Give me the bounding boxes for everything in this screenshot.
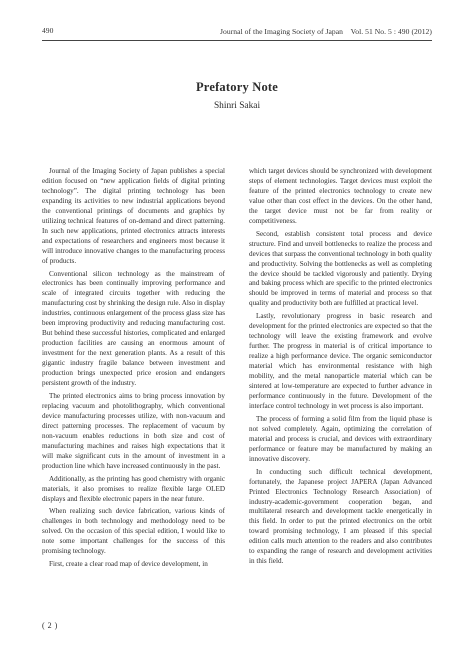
left-column [42,167,225,573]
paragraph: Journal of the Imaging Society of Japan publishes a special edition focused on “new application fields of digital printing technology”. The digital printing technology has been expanding its activities to new industrial applications beyond the conventional printings of documents and graphics by utilizing technical features of on-demand and direct patterning. In such new applications, printed electronics attracts interests and expectations of researchers and engineers most because it will introduce innovative changes to the manufacturing process of products. [42,167,225,265]
paragraph: In conducting such difficult technical development, fortunately, the Japanese project JAPERA (Japan Advanced Printed Electronics Technology Research Association) of industry-academic-government cooperation began, and multilateral research and development tackle energetically in this field. In order to put the printed electronics on the orbit toward promising technology, I am pleased if this special edition calls much attention to the readers and also contributes to expanding the range of research and development activities in this field. [249,467,432,566]
paragraph: Conventional silicon technology as the mainstream of electronics has been continually improving performance and scale of integrated circuits together with reducing the manufacturing cost by shrinking the design rule. Also in display industries, continuous enlargement of the process glass size has been improving productivity and reducing manufacturing cost. But behind these successful histories, complicated and enlarged production facilities are causing an enormous amount of investment for the next generation plants. As a result of this gigantic industry fragile balance between investment and production brings unexpected price erosion and endangers persistent growth of the industry. [42,269,225,388]
paragraph: which target devices should be synchronized with development steps of element technologies. Target devices must exploit the feature of the printed electronics technology to create new value other than cost effect in the devices. On the other hand, the target device must not be far from reality or competitiveness. [249,167,432,225]
header-journal-citation: Journal of the Imaging Society of Japan Vol. 51 No. 5 : 490 (2012) [220,27,432,36]
right-column [249,167,432,570]
paragraph: When realizing such device fabrication, various kinds of challenges in both technology and methodology need to be solved. On the occasion of this special edition, I would like to note some important challenges for the success of this promising technology. [42,507,225,556]
running-header [42,26,432,38]
paragraph: Additionally, as the printing has good chemistry with organic materials, it also promises to realize flexible large OLED displays and flexible electronic papers in the near future. [42,474,225,503]
article-author: Shinri Sakai [213,101,261,111]
paragraph: Second, establish consistent total process and device structure. Find and unveil bottlenecks to realize the process and devices that surpass the conventional technology in both quality and productivity. Solving the bottlenecks as well as completing the device should be tackled vigorously and patiently. Drying and baking process which are specific to the printed electronics should be improved in terms of material and process so that quality and productivity both are fulfilled at practical level. [249,229,432,308]
paragraph: First, create a clear road map of device development, in [49,560,208,569]
header-rule [42,40,432,41]
article-title: Prefatory Note [195,80,279,94]
paragraph: Lastly, revolutionary progress in basic research and development for the printed electronics are expected so that the technology will leave the existing framework and evolve further. The progress in material is of critical importance to realize a high performance device. The organic semiconductor material which has environmental resistance with high mobility, and the metal nanoparticle material which can be sintered at low-temperature are expected to further advance in performance continuously in the future. Development of the interface control technology in wet process is also important. [249,312,432,410]
paragraph: The process of forming a solid film from the liquid phase is not solved completely. Again, optimizing the correlation of material and process is crucial, and devices with extraordinary performance or feature may be manufactured by making an innovative discovery. [249,414,432,463]
footer-page-label: ( 2 ) [42,621,58,630]
header-page-number: 490 [42,26,54,35]
paragraph: The printed electronics aims to bring process innovation by replacing vacuum and photolithography, which conventional device manufacturing processes utilize, with non-vacuum and direct patterning processes. The replacement of vacuum by non-vacuum enables reductions in both size and cost of manufacturing machines and raises high expectations that it will make significant cuts in the amount of investment in a production line which have increased continuously in the past. [42,391,225,470]
